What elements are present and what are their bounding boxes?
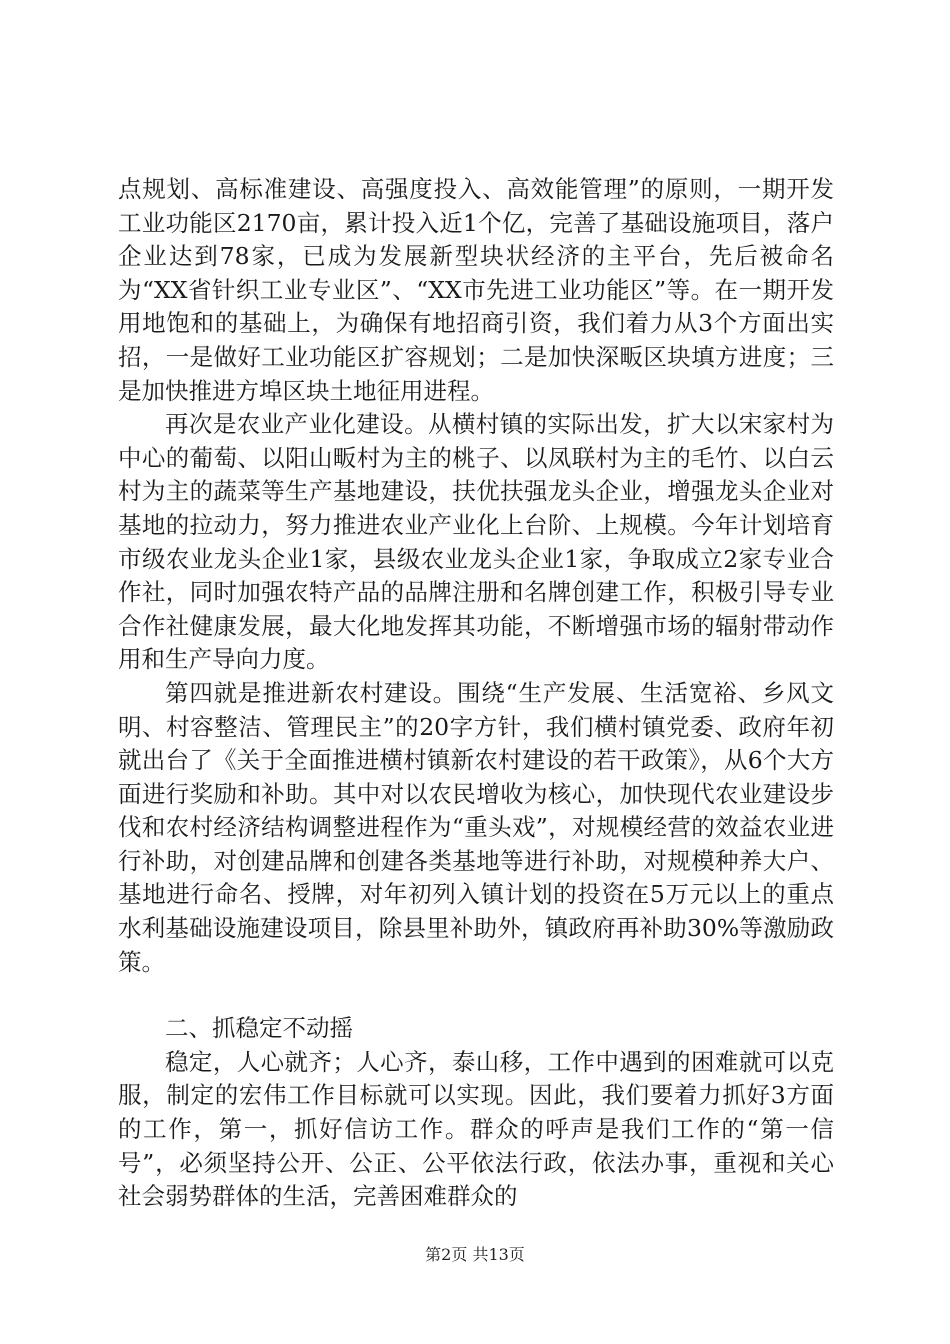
- paragraph-stability: 稳定，人心就齐；人心齐，泰山移，工作中遇到的困难就可以克服，制定的宏伟工作目标就可以实现。因此，我们要着力抓好3方面的工作，第一，抓好信访工作。群众的呼声是我们工作的“第一信号”，必须坚持公开、公正、公平依法行政，依法办事，重视和关心社会弱势群体的生活，完善困难群众的: [118, 1047, 834, 1211]
- paragraph-new-countryside: 第四就是推进新农村建设。围绕“生产发展、生活宽裕、乡风文明、村容整洁、管理民主”的20字方针，我们横村镇党委、政府年初就出台了《关于全面推进横村镇新农村建设的若干政策》，从6个大方面进行奖励和补助。其中对以农民增收为核心，加快现代农业建设步伐和农村经济结构调整进程作为“重头戏”，对规模经营的效益农业进行补助，对创建品牌和创建各类基地等进行补助，对规模种养大户、基地进行命名、授牌，对年初列入镇计划的投资在5万元以上的重点水利基础设施建设项目，除县里补助外，镇政府再补助30%等激励政策。: [118, 678, 834, 976]
- paragraph-agriculture: 再次是农业产业化建设。从横村镇的实际出发，扩大以宋家村为中心的葡萄、以阳山畈村为主的桃子、以凤联村为主的毛竹、以白云村为主的蔬菜等生产基地建设，扶优扶强龙头企业，增强龙头企业对基地的拉动力，努力推进农业产业化上台阶、上规模。今年计划培育市级农业龙头企业1家，县级农业龙头企业1家，争取成立2家专业合作社，同时加强农特产品的品牌注册和名牌创建工作，积极引导专业合作社健康发展，最大化地发挥其功能，不断增强市场的辐射带动作用和生产导向力度。: [118, 410, 834, 674]
- page-footer: 第2页 共13页: [425, 1245, 525, 1264]
- document-body: [118, 173, 834, 1214]
- section-heading-stability: 二、抓稳定不动摇: [165, 1014, 353, 1043]
- paragraph-continued: 点规划、高标准建设、高强度投入、高效能管理”的原则，一期开发工业功能区2170亩，累计投入近1个亿，完善了基础设施项目，落户企业达到78家，已成为发展新型块状经济的主平台，先后被命名为“XX省针织工业专业区”、“XX市先进工业功能区”等。在一期开发用地饱和的基础上，为确保有地招商引资，我们着力从3个方面出实招，一是做好工业功能区扩容规划；二是加快深畈区块填方进度；三是加快推进方埠区块土地征用进程。: [118, 175, 834, 405]
